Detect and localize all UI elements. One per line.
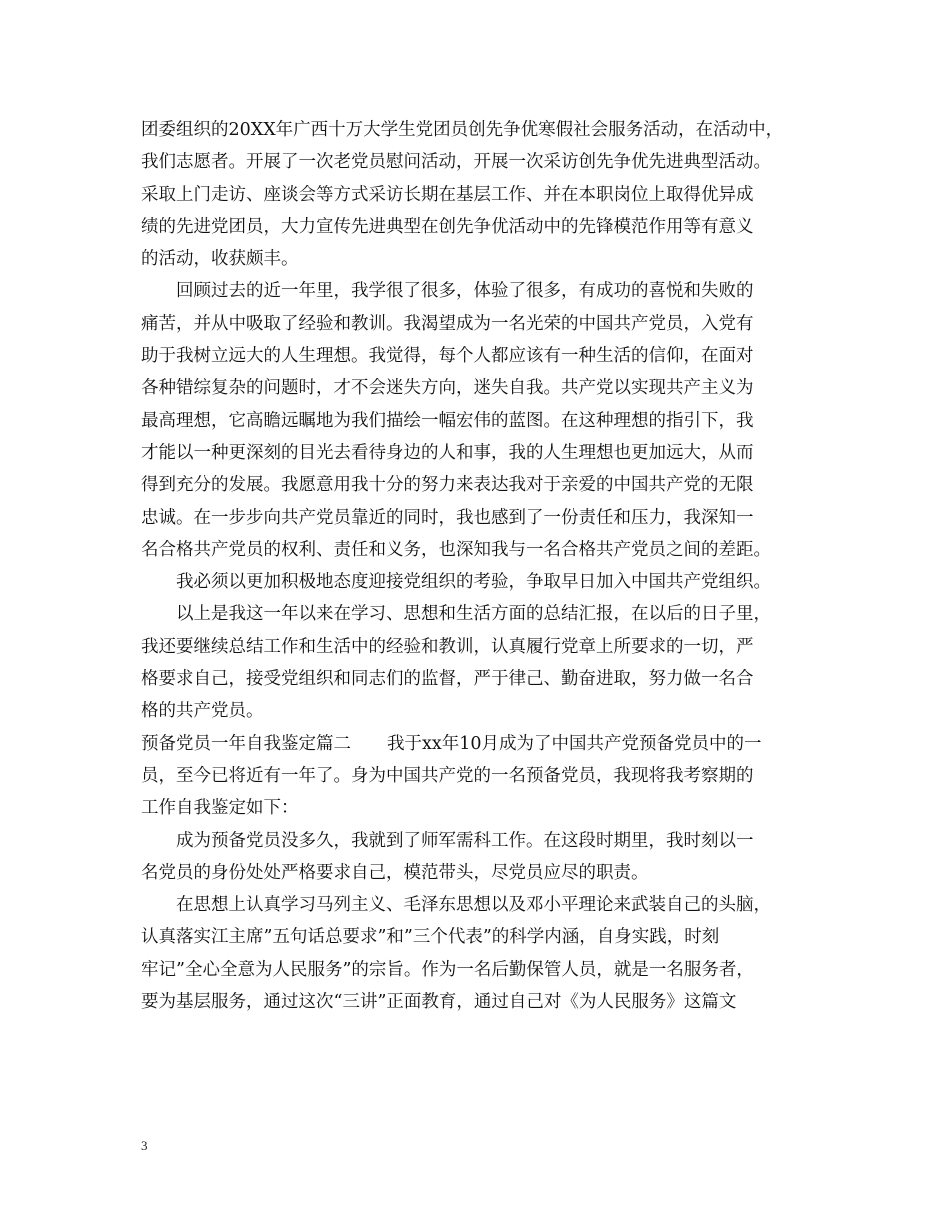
text-line: 名合格共产党员的权利、责任和义务，也深知我与一名合格共产党员之间的差距。 xyxy=(141,539,771,560)
section-heading: 预备党员一年自我鉴定篇二 xyxy=(141,733,351,754)
text-segment: 我于xx年10月成为了中国共产党预备党员中的一 xyxy=(387,733,762,754)
paragraph-first-line: 我必须以更加积极地态度迎接党组织的考验，争取早日加入中国共产党组织。 xyxy=(176,572,771,593)
section-heading-line xyxy=(141,728,821,760)
text-line: 工作自我鉴定如下： xyxy=(141,798,299,819)
paragraph-first-line: 回顾过去的近一年里，我学很了很多，体验了很多，有成功的喜悦和失败的 xyxy=(176,281,754,302)
text-line: 最高理想，它高瞻远瞩地为我们描绘一幅宏伟的蓝图。在这种理想的指引下，我 xyxy=(141,410,754,431)
text-line: 痛苦，并从中吸取了经验和教训。我渴望成为一名光荣的中国共产党员，入党有 xyxy=(141,313,754,334)
text-line: 名党员的身份处处严格要求自己，模范带头，尽党员应尽的职责。 xyxy=(141,862,649,883)
text-line: 助于我树立远大的人生理想。我觉得，每个人都应该有一种生活的信仰，在面对 xyxy=(141,346,754,367)
text-line: 才能以一种更深刻的目光去看待身边的人和事，我的人生理想也更加远大，从而 xyxy=(141,442,754,463)
text-line: 要为基层服务，通过这次“三讲”正面教育，通过自己对《为人民服务》这篇文 xyxy=(141,992,737,1013)
paragraph-first-line: 以上是我这一年以来在学习、思想和生活方面的总结汇报，在以后的日子里， xyxy=(176,604,771,625)
page-number: 3 xyxy=(141,1138,148,1153)
document-body xyxy=(141,114,821,1018)
text-line: 我还要继续总结工作和生活中的经验和教训，认真履行党章上所要求的一切，严 xyxy=(141,636,754,657)
text-line: 格要求自己，接受党组织和同志们的监督，严于律己、勤奋进取，努力做一名合 xyxy=(141,669,754,690)
text-line: 员，至今已将近有一年了。身为中国共产党的一名预备党员，我现将我考察期的 xyxy=(141,765,754,786)
text-line: 的活动，收获颇丰。 xyxy=(141,249,299,270)
text-line: 忠诚。在一步步向共产党员靠近的同时，我也感到了一份责任和压力，我深知一 xyxy=(141,507,754,528)
text-line: 采取上门走访、座谈会等方式采访长期在基层工作、并在本职岗位上取得优异成 xyxy=(141,184,754,205)
paragraph-first-line: 成为预备党员没多久，我就到了师军需科工作。在这段时期里，我时刻以一 xyxy=(176,830,754,851)
text-line: 牢记”全心全意为人民服务”的宗旨。作为一名后勤保管人员，就是一名服务者， xyxy=(141,959,754,980)
text-line: 绩的先进党团员，大力宣传先进典型在创先争优活动中的先锋模范作用等有意义 xyxy=(141,216,754,237)
text-line: 得到充分的发展。我愿意用我十分的努力来表达我对于亲爱的中国共产党的无限 xyxy=(141,475,754,496)
text-line: 认真落实江主席”五句话总要求”和”三个代表”的科学内涵，自身实践，时刻 xyxy=(141,927,720,948)
text-line: 各种错综复杂的问题时，才不会迷失方向，迷失自我。共产党以实现共产主义为 xyxy=(141,378,754,399)
text-line: 格的共产党员。 xyxy=(141,701,264,722)
text-line: 我们志愿者。开展了一次老党员慰问活动，开展一次采访创先争优先进典型活动。 xyxy=(141,152,771,173)
paragraph-first-line: 在思想上认真学习马列主义、毛泽东思想以及邓小平理论来武装自己的头脑， xyxy=(176,895,771,916)
text-line: 团委组织的20XX年广西十万大学生党团员创先争优寒假社会服务活动，在活动中， xyxy=(141,120,784,140)
